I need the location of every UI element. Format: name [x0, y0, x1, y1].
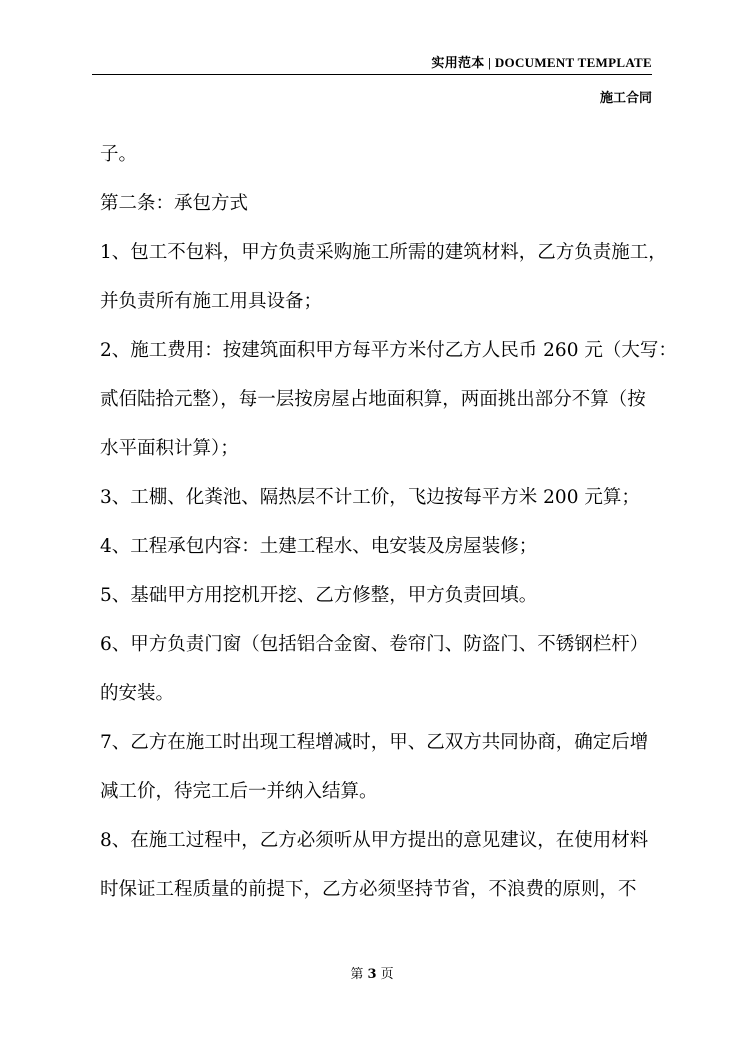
- body-line: 5、基础甲方用挖机开挖、乙方修整，甲方负责回填。: [100, 585, 538, 606]
- body-line: 子。: [100, 144, 138, 165]
- body-line: 2、施工费用：按建筑面积甲方每平方米付乙方人民币 260 元（大写：: [100, 340, 677, 361]
- body-line: 4、工程承包内容：土建工程水、电安装及房屋装修；: [100, 536, 538, 557]
- body-line: 的安装。: [100, 683, 175, 704]
- body-line: 6、甲方负责门窗（包括铝合金窗、卷帘门、防盗门、不锈钢栏杆）: [100, 634, 649, 655]
- section-heading: 第二条：承包方式: [100, 193, 249, 214]
- page-number-value: 3: [367, 967, 377, 982]
- body-line: 时保证工程质量的前提下，乙方必须坚持节省，不浪费的原则，不: [100, 879, 637, 900]
- body-line: 8、在施工过程中，乙方必须听从甲方提出的意见建议，在使用材料: [100, 830, 649, 851]
- body-line: 7、乙方在施工时出现工程增减时，甲、乙双方共同协商，确定后增: [100, 732, 649, 753]
- page-number: [0, 963, 744, 982]
- page-prefix: 第: [350, 967, 364, 982]
- body-line: 贰佰陆拾元整），每一层按房屋占地面积算，两面挑出部分不算（按: [100, 389, 646, 410]
- body-line: 并负责所有施工用具设备；: [100, 291, 323, 312]
- body-line: 3、工棚、化粪池、隔热层不计工价，飞边按每平方米 200 元算；: [100, 487, 640, 508]
- body-line: 1、包工不包料，甲方负责采购施工所需的建筑材料，乙方负责施工，: [100, 242, 667, 263]
- header-subtitle: 施工合同: [599, 90, 652, 105]
- document-body: [100, 130, 677, 914]
- body-line: 减工价，待完工后一并纳入结算。: [100, 781, 378, 802]
- page-suffix: 页: [380, 967, 394, 982]
- header-title: 实用范本 | DOCUMENT TEMPLATE: [431, 55, 652, 70]
- header-divider: [92, 74, 652, 75]
- body-line: 水平面积计算）；: [100, 438, 239, 459]
